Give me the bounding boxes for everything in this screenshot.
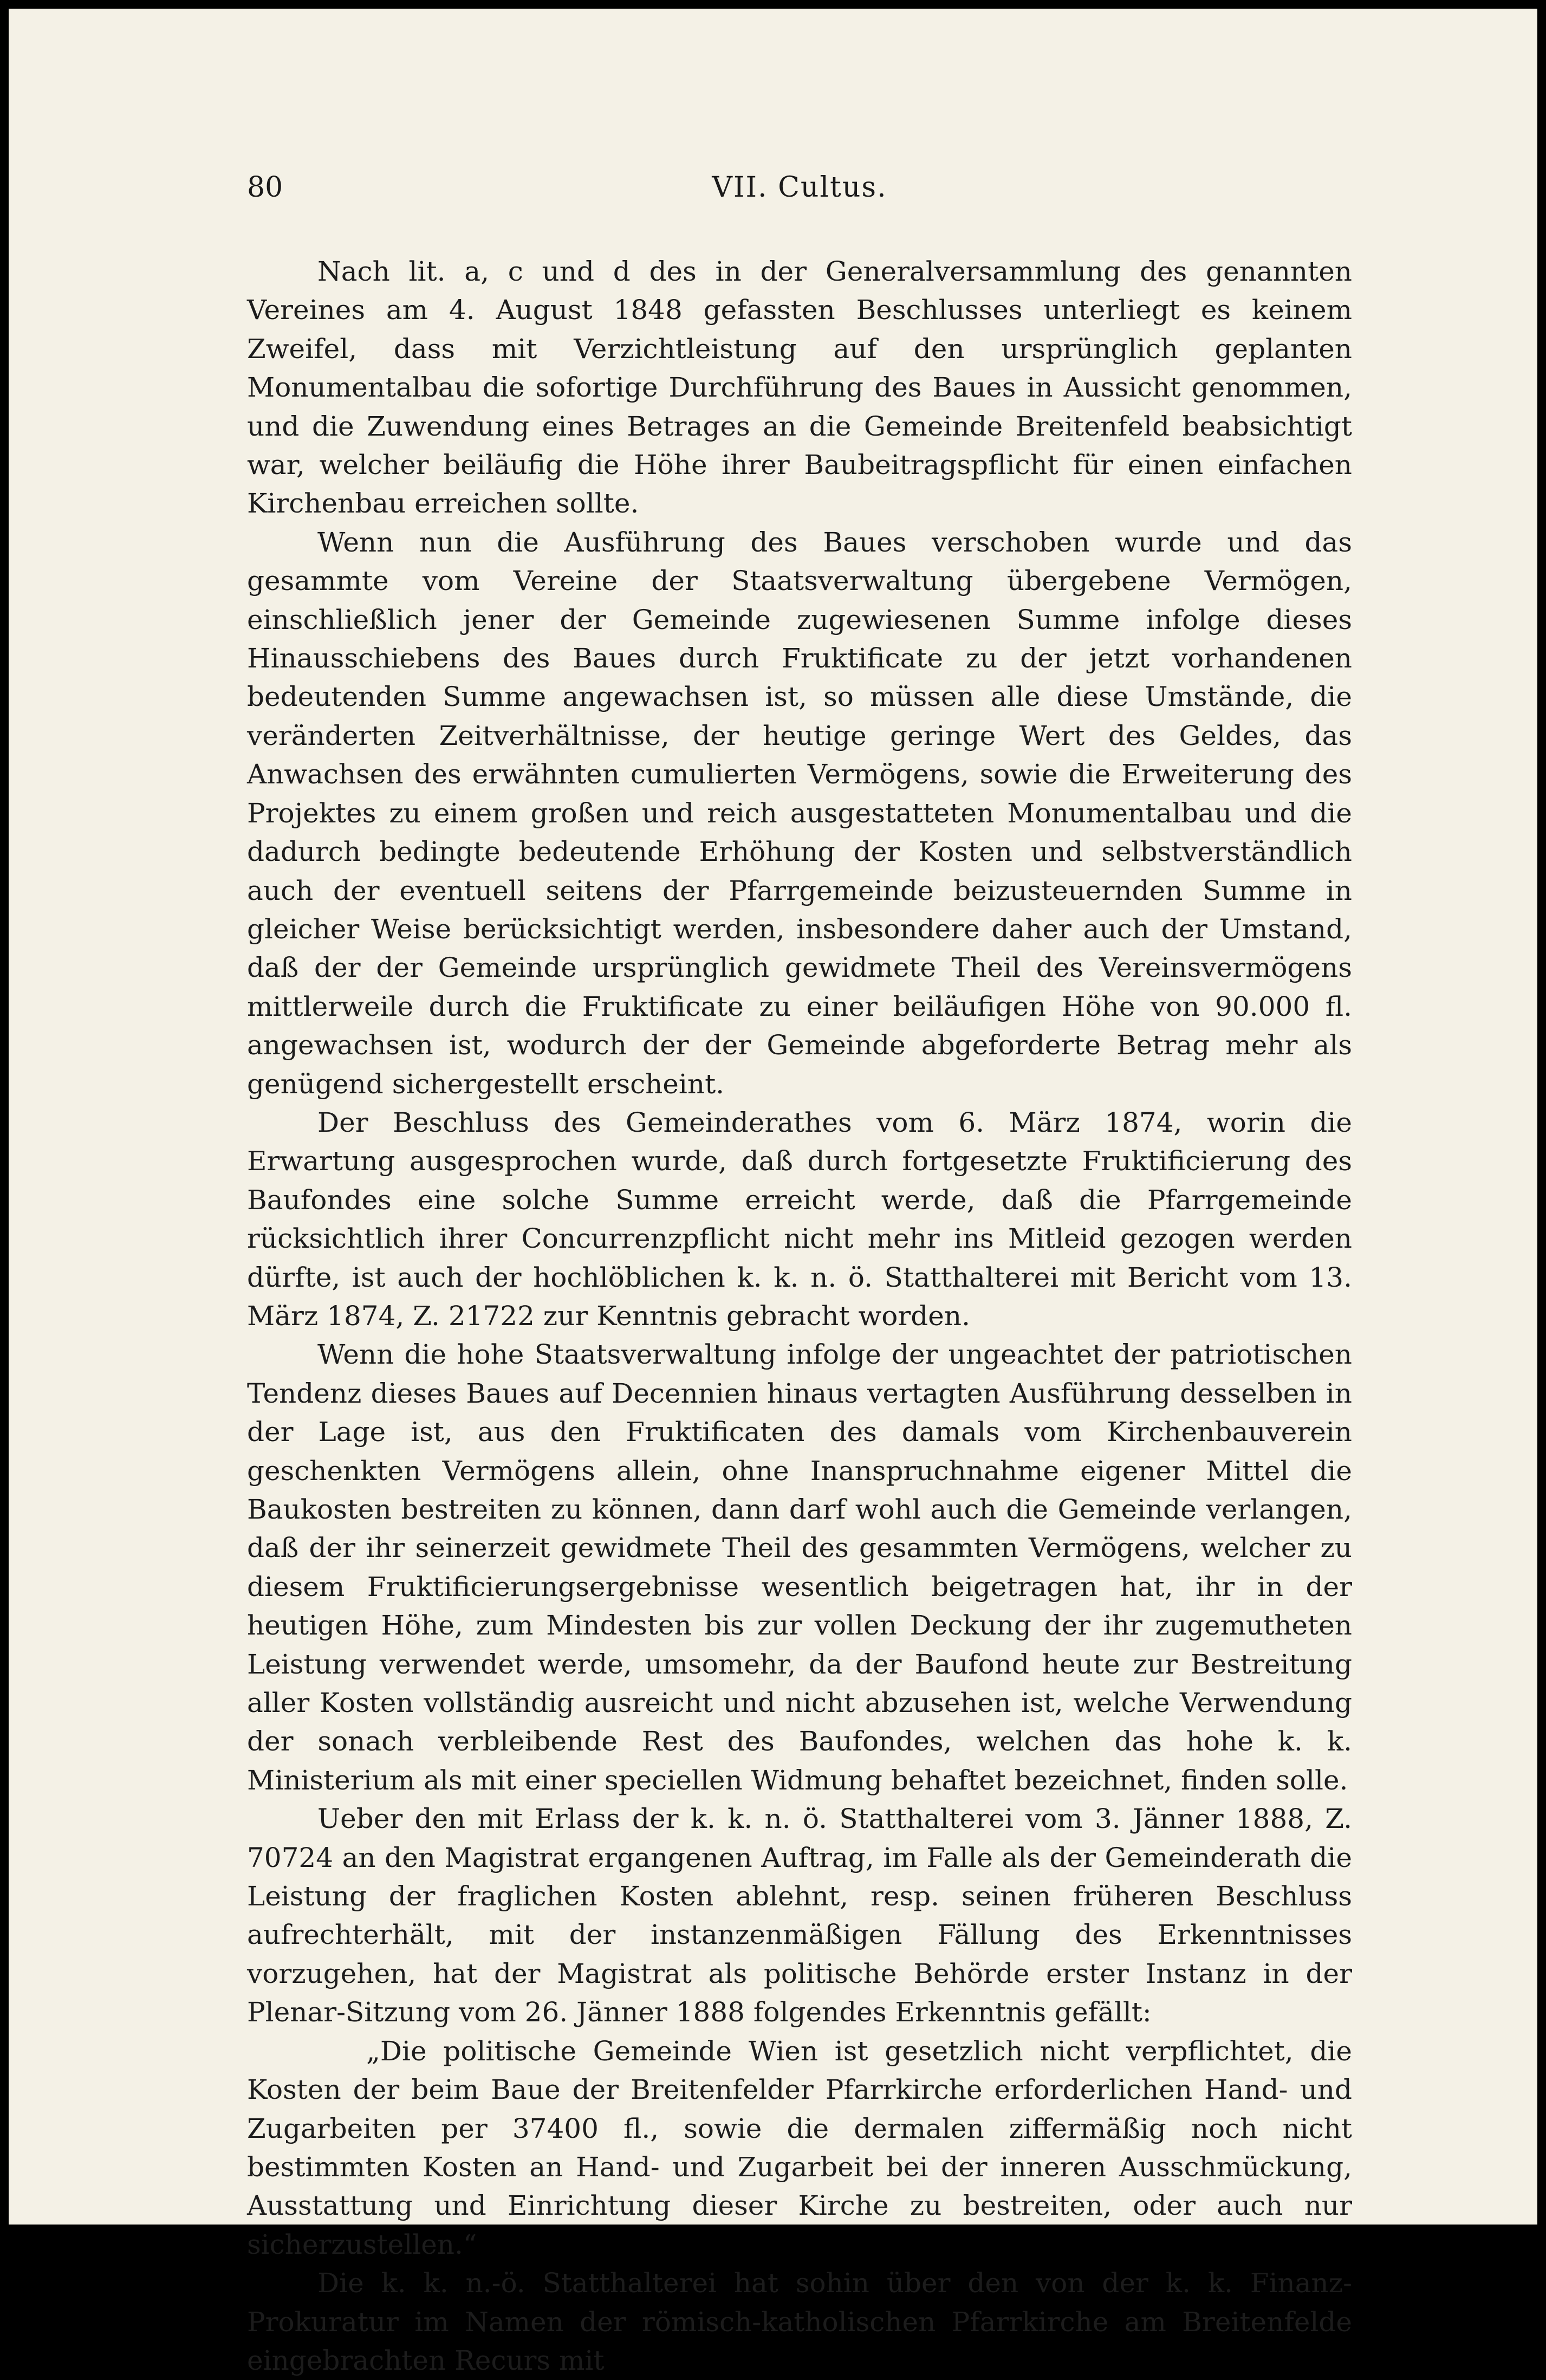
quoted-ruling: „Die politische Gemeinde Wien ist gesetzlich nicht verpflichtet, die Kosten der beim Baue der Breitenfelder Pfarrkirche erforderlichen Hand- und Zugarbeiten per 37400 fl., sowie die dermalen ziffermäßig noch nicht bestimmten Kosten an Hand- und Zugarbeit bei der inneren Ausschmückung, Ausstattung und Einrichtung dieser Kirche zu bestreiten, oder auch nur sicherzustellen.“ <box>247 2035 1352 2260</box>
body-text <box>247 252 1352 2380</box>
paragraph-7: Die k. k. n.-ö. Statthalterei hat sohin über den von der k. k. Finanz-Prokuratur im Namen der römisch-katholischen Pfarrkirche am Breitenfelde eingebrachten Recurs mit <box>247 2267 1352 2376</box>
page-header <box>247 171 1352 215</box>
running-title: VII. Cultus. <box>712 171 887 204</box>
document-page <box>9 9 1537 2376</box>
paragraph-2: Wenn nun die Ausführung des Baues verschoben wurde und das gesammte vom Vereine der Staatsverwaltung übergebene Vermögen, einschließlich jener der Gemeinde zugewiesenen Summe infolge dieses Hinausschiebens des Baues durch Fruktificate zu der jetzt vorhandenen bedeutenden Summe angewachsen ist, so müssen alle diese Umstände, die veränderten Zeitverhältnisse, der heutige geringe Wert des Geldes, das Anwachsen des erwähnten cumulierten Vermögens, sowie die Erweiterung des Projektes zu einem großen und reich ausgestatteten Monumentalbau und die dadurch bedingte bedeutende Erhöhung der Kosten und selbstverständlich auch der eventuell seitens der Pfarrgemeinde beizusteuernden Summe in gleicher Weise berücksichtigt werden, insbesondere daher auch der Umstand, daß der der Gemeinde ursprünglich gewidmete Theil des Vereinsvermögens mittlerweile durch die Fruktificate zu einer beiläufigen Höhe von 90.000 fl. angewachsen ist, wodurch der der Gemeinde abgeforderte Betrag mehr als genügend sichergestellt erscheint. <box>247 526 1352 1100</box>
paragraph-1: Nach lit. a, c und d des in der Generalversammlung des genannten Vereines am 4. August 1848 gefassten Beschlusses unterliegt es keinem Zweifel, dass mit Verzichtleistung auf den ursprünglich geplanten Monumentalbau die sofortige Durchführung des Baues in Aussicht genommen, und die Zuwendung eines Betrages an die Gemeinde Breitenfeld beabsichtigt war, welcher beiläufig die Höhe ihrer Baubeitragspflicht für einen einfachen Kirchenbau erreichen sollte. <box>247 256 1352 520</box>
page-number: 80 <box>247 171 283 204</box>
paragraph-3: Der Beschluss des Gemeinderathes vom 6. März 1874, worin die Erwartung ausgesprochen wurde, daß durch fortgesetzte Fruktificierung des Baufondes eine solche Summe erreicht werde, daß die Pfarrgemeinde rücksichtlich ihrer Concurrenzpflicht nicht mehr ins Mitleid gezogen werden dürfte, ist auch der hochlöblichen k. k. n. ö. Statthalterei mit Bericht vom 13. März 1874, Z. 21722 zur Kenntnis gebracht worden. <box>247 1106 1352 1332</box>
paragraph-5: Ueber den mit Erlass der k. k. n. ö. Statthalterei vom 3. Jänner 1888, Z. 70724 an den Magistrat ergangenen Auftrag, im Falle als der Gemeinderath die Leistung der fraglichen Kosten ablehnt, resp. seinen früheren Beschluss aufrechterhält, mit der instanzenmäßigen Fällung des Erkenntnisses vorzugehen, hat der Magistrat als politische Behörde erster Instanz in der Plenar-Sitzung vom 26. Jänner 1888 folgendes Erkenntnis gefällt: <box>247 1803 1352 2028</box>
paragraph-4: Wenn die hohe Staatsverwaltung infolge der ungeachtet der patriotischen Tendenz dieses Baues auf Decennien hinaus vertagten Ausführung desselben in der Lage ist, aus den Fruktificaten des damals vom Kirchenbauverein geschenkten Vermögens allein, ohne Inanspruchnahme eigener Mittel die Baukosten bestreiten zu können, dann darf wohl auch die Gemeinde verlangen, daß der ihr seinerzeit gewidmete Theil des gesammten Vermögens, welcher zu diesem Fruktificierungsergebnisse wesentlich beigetragen hat, ihr in der heutigen Höhe, zum Mindesten bis zur vollen Deckung der ihr zugemutheten Leistung verwendet werde, umsomehr, da der Baufond heute zur Bestreitung aller Kosten vollständig ausreicht und nicht abzusehen ist, welche Verwendung der sonach verbleibende Rest des Baufondes, welchen das hohe k. k. Ministerium als mit einer speciellen Widmung behaftet bezeichnet, finden solle. <box>247 1339 1352 1796</box>
